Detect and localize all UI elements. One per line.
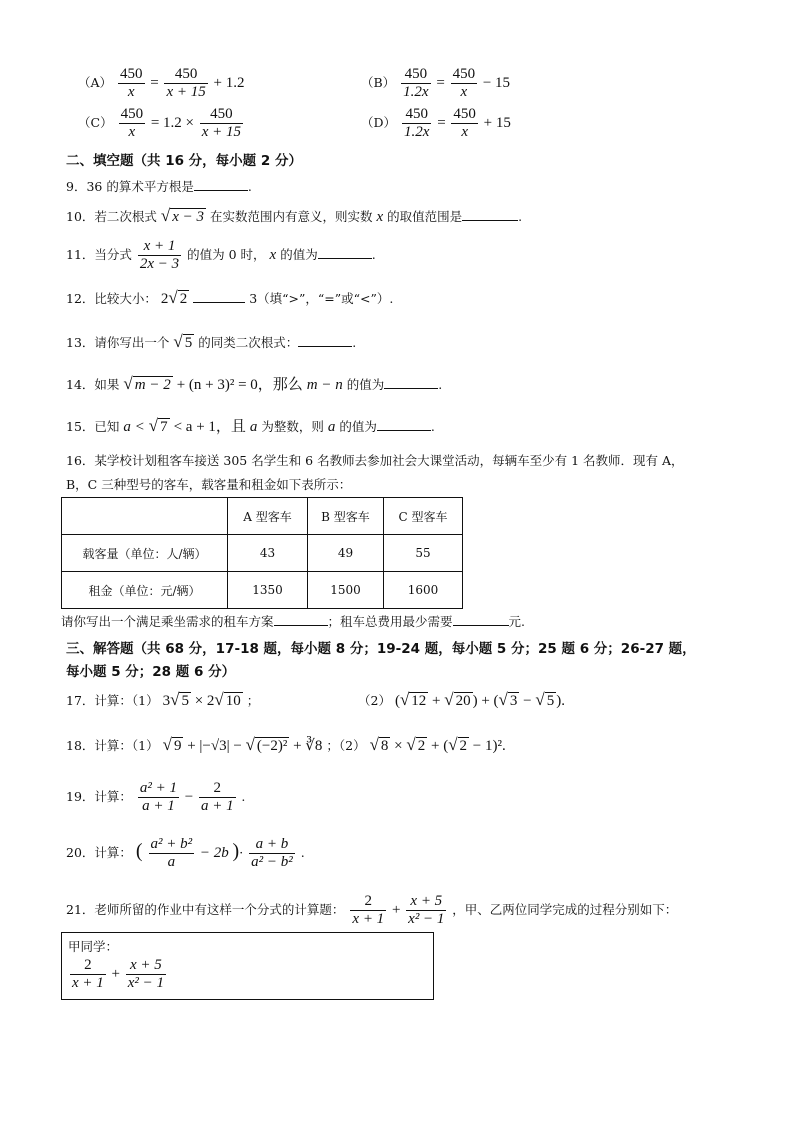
- sqrt-sign: √: [214, 690, 224, 709]
- table-cell: 55: [384, 535, 463, 572]
- option-d: （D） $\frac{450}{1.2x}$ = $\frac{450}{x}$ + 15: [361, 106, 511, 140]
- table-cell: 43: [228, 535, 308, 572]
- section-title-solve-cont: 每小题 5 分；28 题 6 分）: [66, 664, 236, 680]
- part-label: （2）: [358, 693, 391, 708]
- table-header-cell: A 型客车: [228, 498, 308, 535]
- coefficient: 3: [162, 693, 171, 709]
- table-cell: 1600: [384, 572, 463, 609]
- answer-blank[interactable]: [462, 208, 518, 221]
- period: .: [241, 788, 246, 804]
- coefficient: 2: [160, 291, 169, 307]
- tail-term: − 15: [482, 74, 511, 91]
- question-16-line-2: B，C 三种型号的客车，载客量和租金如下表所示：: [66, 477, 352, 492]
- question-text: 的值为: [346, 377, 385, 392]
- numerator: 450: [164, 66, 207, 84]
- question-14: [66, 373, 442, 394]
- inequality-right: < a + 1，且: [173, 419, 246, 435]
- question-text: 请你写出一个满足乘坐需求的租车方案: [61, 614, 274, 629]
- answer-blank[interactable]: [318, 246, 372, 259]
- sqrt-sign: √: [448, 735, 458, 754]
- question-19: 19．计算： $\frac{\text{a² + 1}}{a + 1}$ − $\frac{2}{a + 1}$ .: [66, 780, 246, 814]
- denominator: x + 1: [352, 911, 385, 927]
- sqrt-sign: √: [123, 374, 133, 393]
- answer-blank[interactable]: [453, 613, 509, 626]
- student-jia-box: [61, 932, 434, 1000]
- question-text: 10．若二次根式: [66, 209, 157, 224]
- denominator: x² − 1: [408, 911, 445, 927]
- option-label: （B）: [361, 74, 396, 90]
- radicand: 5: [181, 693, 189, 709]
- coefficient: × 2: [194, 693, 215, 709]
- numerator: a + b: [249, 836, 295, 854]
- radicand: m − 2: [134, 377, 171, 393]
- sqrt-sign: √: [498, 690, 508, 709]
- table-header-cell: [62, 498, 228, 535]
- numerator: a² + 1: [139, 780, 178, 796]
- separator: ；: [246, 693, 260, 708]
- numerator: a² + b²: [150, 836, 193, 853]
- numerator: x + 5: [126, 957, 166, 975]
- expression: + (n + 3)² = 0，那么: [176, 377, 303, 393]
- fraction: [164, 66, 207, 101]
- numerator: 450: [401, 66, 430, 84]
- sqrt-sign: √: [148, 416, 159, 435]
- box-expression: $\frac{2}{x + 1}$ + $\frac{x + 5}{\text{x² − 1}}$: [72, 957, 165, 991]
- fraction: [70, 957, 106, 992]
- cube-root: ∛8: [305, 738, 323, 754]
- denominator: a² − b²: [251, 854, 293, 870]
- period: .: [438, 377, 443, 392]
- variable: a: [327, 419, 336, 435]
- fraction: [249, 836, 295, 871]
- question-text: 的值为: [280, 247, 318, 262]
- fraction: [199, 780, 236, 815]
- question-15: [66, 415, 435, 436]
- radicand: 2: [417, 738, 426, 754]
- sqrt-sign: √: [535, 690, 545, 709]
- period: .: [518, 209, 523, 224]
- question-text: 21．老师所留的作业中有这样一个分式的计算题：: [66, 901, 345, 917]
- numerator: 450: [120, 106, 144, 122]
- question-12: [66, 288, 393, 308]
- denominator: x: [128, 124, 136, 140]
- question-text: 为整数，则: [261, 419, 324, 434]
- table-cell: 49: [308, 535, 384, 572]
- question-text: 3（填“>”，“=”或“<”）.: [249, 291, 394, 306]
- period: .: [300, 845, 305, 860]
- numerator: 2: [199, 780, 236, 798]
- period: .: [247, 179, 252, 194]
- numerator: 450: [402, 106, 431, 124]
- question-text: ，甲、乙两位同学完成的过程分别如下：: [452, 901, 678, 917]
- denominator: x: [460, 84, 468, 100]
- radicand: x − 3: [172, 209, 205, 225]
- variable: x: [376, 209, 384, 225]
- question-text: 19．计算：: [66, 788, 132, 804]
- question-text: 13．请你写出一个: [66, 335, 170, 350]
- question-text: 在实数范围内有意义，则实数: [210, 209, 373, 224]
- question-text: 9．36 的算术平方根是: [66, 179, 194, 194]
- option-label: （A）: [78, 74, 113, 90]
- numerator: 450: [452, 66, 476, 82]
- radicand: 9: [173, 738, 182, 754]
- question-text: 的值为 0 时，: [187, 247, 266, 262]
- answer-blank[interactable]: [274, 613, 328, 626]
- fraction: [149, 836, 195, 871]
- radicand: 8: [380, 738, 389, 754]
- radicand: 10: [225, 693, 241, 709]
- option-b: （B） $\frac{450}{1.2x}$ = $\frac{450}{x}$ − 15: [361, 66, 511, 100]
- question-21: 21．老师所留的作业中有这样一个分式的计算题： $\frac{2}{x + 1}$ + $\frac{x + 5}{\text{x² − 1}}$ ，甲、乙两位同学完成的过程分别如下：: [66, 893, 678, 927]
- table-cell: 1350: [228, 572, 308, 609]
- radicand: (−2)²: [256, 738, 288, 754]
- fraction: [401, 66, 430, 101]
- table-row: [62, 535, 463, 572]
- fraction: [118, 66, 145, 101]
- radicand: 2: [459, 738, 468, 754]
- radicand: 5: [546, 693, 555, 709]
- denominator: 2x − 3: [139, 256, 180, 272]
- numerator: 2: [350, 893, 386, 911]
- question-text: ；租车总费用最少需要: [327, 614, 453, 629]
- sqrt-sign: √: [444, 690, 454, 709]
- denominator: x: [461, 124, 468, 140]
- numerator: x + 1: [138, 238, 181, 256]
- table-header-cell: B 型客车: [308, 498, 384, 535]
- question-17: [66, 690, 259, 710]
- fraction: [350, 893, 386, 928]
- denominator: a: [167, 854, 176, 871]
- variable: x: [269, 247, 277, 263]
- option-c: [78, 106, 245, 141]
- period: .: [430, 419, 435, 434]
- fraction: [119, 106, 146, 141]
- sqrt-sign: √: [245, 735, 255, 754]
- question-text: 的取值范围是: [387, 209, 463, 224]
- question-18: 18．计算：（1） √ 9 + |−√3| − √ (−2)² + ∛8 ；（2） √ 8 × √ 2 + (√ 2 − 1)².: [66, 735, 506, 754]
- fraction: [200, 106, 243, 141]
- numerator: 2: [70, 957, 106, 975]
- question-9: [66, 177, 252, 195]
- question-13: [66, 332, 356, 352]
- table-cell: 载客量（单位：人/辆）: [62, 535, 228, 572]
- numerator: 450: [200, 106, 243, 124]
- question-text: 14．如果: [66, 377, 120, 392]
- absolute-value: −√3: [202, 738, 227, 754]
- option-label: （D）: [361, 114, 397, 130]
- table-header-cell: C 型客车: [384, 498, 463, 535]
- question-text: 元.: [508, 614, 526, 629]
- denominator: 1.2x: [403, 84, 429, 100]
- section-title-fill-in: 二、填空题（共 16 分，每小题 2 分）: [66, 153, 302, 169]
- fraction: [451, 66, 478, 101]
- answer-blank[interactable]: [384, 376, 438, 389]
- middle-term: = 1.2 ×: [150, 114, 194, 131]
- sqrt-sign: √: [399, 690, 410, 709]
- table-header-row: [62, 498, 463, 535]
- question-11: [66, 238, 376, 273]
- question-text: 11．当分式: [66, 247, 132, 262]
- sqrt-sign: √: [162, 735, 172, 754]
- sqrt-sign: √: [168, 288, 178, 307]
- radicand: 7: [160, 419, 168, 435]
- option-a: （A） $\frac{450}{x}$ = $\frac{450}{x + 15}$ + 1.2: [78, 66, 245, 100]
- sqrt-sign: √: [369, 735, 379, 754]
- sqrt-sign: √: [160, 206, 171, 225]
- answer-blank[interactable]: [298, 334, 352, 347]
- denominator: x + 1: [72, 975, 104, 991]
- sqrt-sign: √: [406, 735, 416, 754]
- numerator: x + 5: [406, 893, 446, 911]
- variable: a: [249, 419, 258, 435]
- option-label: （C）: [78, 114, 113, 130]
- table-cell: 1500: [308, 572, 384, 609]
- numerator: 450: [453, 106, 476, 122]
- question-text: 的值为: [339, 419, 377, 434]
- numerator: 450: [120, 66, 143, 82]
- question-10: [66, 206, 522, 226]
- question-text: 17．计算：（1）: [66, 693, 159, 708]
- middle-term: − 2b: [199, 845, 229, 861]
- denominator: x² − 1: [127, 975, 165, 991]
- denominator: x: [127, 84, 135, 100]
- question-text: 18．计算：（1）: [66, 738, 159, 753]
- radicand: 2: [179, 291, 188, 307]
- denominator: x + 15: [201, 124, 242, 140]
- radicand: 5: [184, 335, 193, 351]
- answer-blank[interactable]: [193, 290, 245, 303]
- fraction: [451, 106, 478, 141]
- target-expression: m − n: [306, 377, 343, 393]
- denominator: a + 1: [142, 798, 175, 814]
- sqrt-sign: √: [170, 690, 180, 709]
- question-text: 20．计算：: [66, 845, 132, 860]
- question-text: 的同类二次根式：: [198, 335, 299, 350]
- part-label: ；（2）: [326, 738, 366, 753]
- denominator: a + 1: [200, 798, 234, 814]
- radicand: 3: [509, 693, 518, 709]
- answer-blank[interactable]: [377, 418, 431, 431]
- question-16-answer-line: [61, 612, 525, 630]
- question-20: 20．计算： ( $\frac{\text{a² + b²}}{a}$ − 2b )· $\frac{a + b}{\text{a² − b²}}$ .: [66, 836, 305, 871]
- tail-term: + 1.2: [213, 74, 245, 91]
- question-16-line-1: 16．某学校计划租客车接送 305 名学生和 6 名教师去参加社会大课堂活动，每辆车至少有 1 名教师．现有 A，: [66, 453, 684, 468]
- denominator: 1.2x: [404, 124, 430, 140]
- inequality-left: a <: [123, 419, 145, 435]
- fraction: [138, 780, 179, 815]
- section-title-solve: 三、解答题（共 68 分，17-18 题，每小题 8 分；19-24 题，每小题 5 分；25 题 6 分；26-27 题，: [66, 641, 696, 657]
- fraction: [138, 238, 181, 273]
- radicand: 12: [411, 693, 427, 709]
- radicand: 20: [455, 693, 471, 709]
- fraction: [406, 893, 446, 928]
- answer-blank[interactable]: [194, 178, 248, 191]
- period: .: [371, 247, 376, 262]
- table-cell: 租金（单位：元/辆）: [62, 572, 228, 609]
- denominator: x + 15: [166, 84, 206, 100]
- rental-table: [61, 497, 463, 609]
- question-text: 15．已知: [66, 419, 120, 434]
- question-17-part-2: （2） (√ 12 + √ 20 ) + (√ 3 − √ 5 ).: [358, 690, 565, 709]
- fraction: [126, 957, 166, 992]
- box-title: 甲同学：: [68, 939, 119, 954]
- question-text: 12．比较大小：: [66, 291, 157, 306]
- tail-term: + 15: [483, 114, 511, 131]
- fraction: [402, 106, 431, 141]
- table-row: [62, 572, 463, 609]
- period: .: [352, 335, 357, 350]
- sqrt-sign: √: [173, 332, 183, 351]
